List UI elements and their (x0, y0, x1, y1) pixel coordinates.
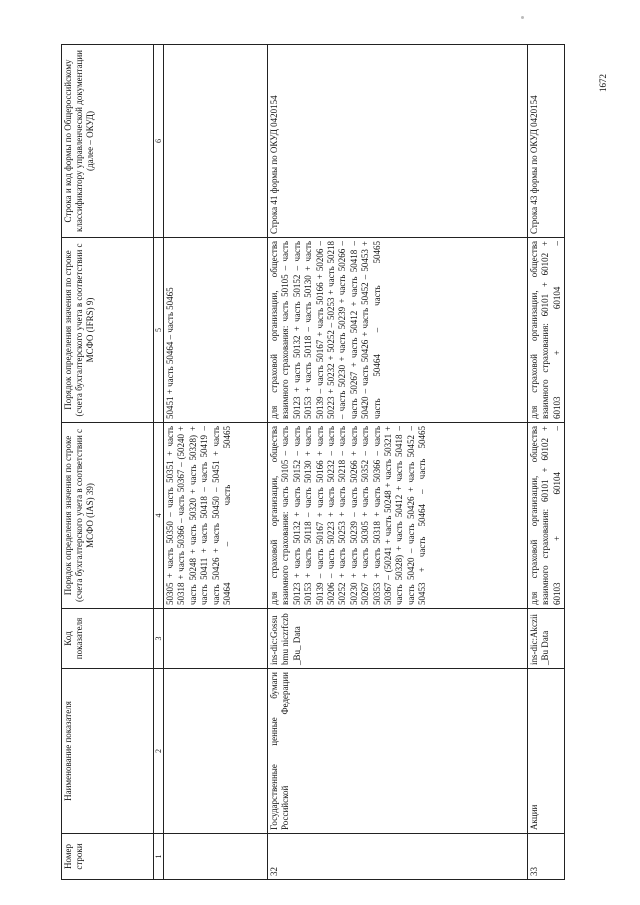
header-row (62, 45, 154, 880)
table-row (528, 45, 565, 880)
indicator-code: ins-dic:Akczii_Bu Data (528, 609, 565, 669)
table-row (164, 45, 268, 880)
header-okud-reference: Строка и код формы по Общероссийскому классификатору управленческой документации (далее – ОКУД) (62, 45, 154, 238)
rotated-page (61, 45, 562, 880)
column-number: 1 (154, 834, 164, 880)
indicator-code: ins-dic:Gossubmu niczrfczb_Bu_ Data (268, 609, 528, 669)
ifrs9-rule: 50451 + часть 50464 – часть 50465 (164, 238, 268, 423)
ifrs9-rule: для страховой организации, общества взаимного страхования: часть 50105 – часть 50123 + часть 50132 + часть 50152 – часть 50153 + часть 50118 – часть 50130 + часть 50139 – часть 50167 + часть 50166 + 50206 – 50223 + 50232 + 50252 – 50253 + часть 50218 – часть 50230 + часть 50239 + часть 50266 – часть 50267 + часть 50412 + часть 50418 – 50420 – часть 50426 + часть 50452 – 50453 + часть 50464 – часть 50465 (268, 238, 528, 423)
header-indicator-name: Наименование показателя (62, 669, 154, 834)
row-number: 32 (268, 834, 528, 880)
ias39-rule: для страховой организации, общества взаимного страхования: часть 50105 – часть 50123 + часть 50132 + часть 50152 – часть 50153 + часть 50118 – часть 50130 + часть 50139 – часть 50167 + часть 50166 + часть 50206 – часть 50223 + часть 50232 – часть 50252 + часть 50253 + часть 50218 – часть 50230 + часть 50239 – часть 50266 + часть 50267 + часть 50305 + часть 50352 – часть 50353 + часть 50318 + часть 50366 – часть 50367 – (50241 + часть 50248 + часть 50321 + часть 50328) + часть 50412 + часть 50418 – часть 50420 – часть 50426 + часть 50452 – 50453 + часть 50464 – часть 50465 (268, 423, 528, 609)
indicator-name: Акции (528, 669, 565, 834)
ias39-rule: для страховой организации, общества взаимного страхования: 60101 + 60102 + 60103 + 60104 – (528, 423, 565, 609)
scan-dot (521, 16, 524, 19)
indicator-table (61, 44, 565, 880)
indicator-name: Государственные ценные бумаги Российской Федерации (268, 669, 528, 834)
ias39-rule: 50305 + часть 50350 – часть 50351 + часть 50318 + часть 50366 – часть 50367 – (50240 + часть 50248 + часть 50320 + часть 50328) + часть 50411 + часть 50418 – часть 50419 – часть 50426 + часть 50450 – 50451 + часть 50464 – часть 50465 (164, 423, 268, 609)
column-number: 3 (154, 609, 164, 669)
header-indicator-code: Код показателя (62, 609, 154, 669)
row-number: 33 (528, 834, 565, 880)
page-number: 1672 (598, 74, 608, 92)
column-number: 4 (154, 423, 164, 609)
indicator-name (164, 669, 268, 834)
column-number: 6 (154, 45, 164, 238)
column-number: 5 (154, 238, 164, 423)
column-number-row (154, 45, 164, 880)
table-row (268, 45, 528, 880)
header-row-number: Номер строки (62, 834, 154, 880)
column-number: 2 (154, 669, 164, 834)
okud-reference: Строка 41 формы по ОКУД 0420154 (268, 45, 528, 238)
okud-reference (164, 45, 268, 238)
header-ias39-rule: Порядок определения значения по строке (счета бухгалтерского учета в соответствии с МСФО (IAS) 39) (62, 423, 154, 609)
header-ifrs9-rule: Порядок определения значения по строке (счета бухгалтерского учета в соответствии с МСФО (IFRS) 9) (62, 238, 154, 423)
indicator-code (164, 609, 268, 669)
row-number (164, 834, 268, 880)
okud-reference: Строка 43 формы по ОКУД 0420154 (528, 45, 565, 238)
ifrs9-rule: для страховой организации, общества взаимного страхования: 60101 + 60102 + 60103 + 60104 – (528, 238, 565, 423)
